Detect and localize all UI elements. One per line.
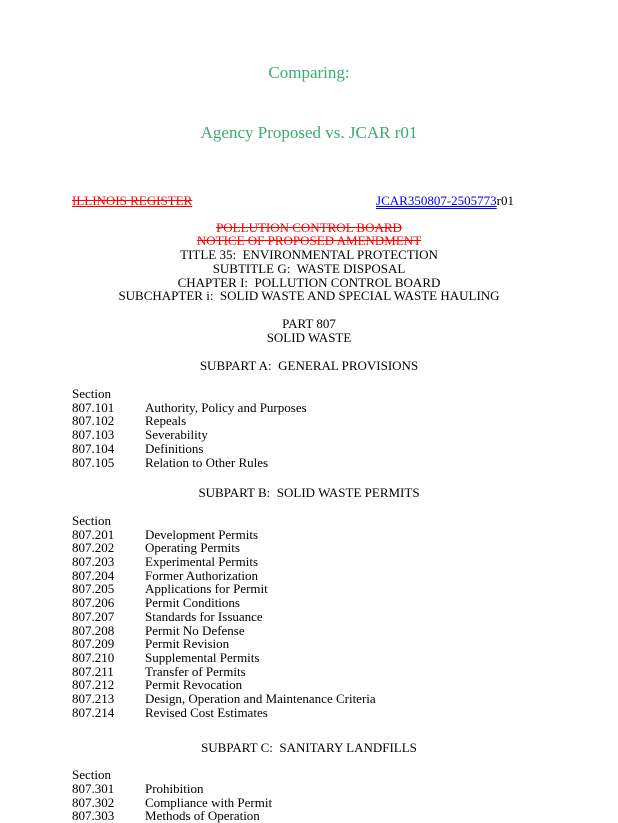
section-title: Operating Permits <box>145 540 240 556</box>
jcar-document-link[interactable]: JCAR350807-2505773 <box>376 193 497 208</box>
section-title: Experimental Permits <box>145 554 259 570</box>
title-line-subtitle-g: SUBTITLE G: WASTE DISPOSAL <box>212 260 406 276</box>
section-row <box>0 582 618 596</box>
title-line-chapter-i: CHAPTER I: POLLUTION CONTROL BOARD <box>177 274 441 290</box>
section-number: 807.210 <box>72 649 115 665</box>
section-title: Prohibition <box>145 780 204 796</box>
section-row <box>0 528 618 542</box>
subpart-a-section-list <box>0 387 618 469</box>
section-row <box>0 637 618 651</box>
section-title: Permit Revision <box>145 636 230 652</box>
section-title: Permit Conditions <box>145 595 240 611</box>
section-number: 807.303 <box>72 808 115 823</box>
section-title: Permit Revocation <box>145 677 243 693</box>
section-row <box>0 651 618 665</box>
section-number: 807.207 <box>72 608 115 624</box>
subpart-c-section-list <box>0 768 618 823</box>
section-title: Severability <box>145 427 208 443</box>
part-number: PART 807 <box>282 315 336 331</box>
section-row <box>0 782 618 796</box>
title-line-title35: TITLE 35: ENVIRONMENTAL PROTECTION <box>180 247 438 263</box>
document-id <box>376 194 514 208</box>
section-number: 807.205 <box>72 581 115 597</box>
section-title: Development Permits <box>145 526 259 542</box>
section-row <box>0 442 618 456</box>
section-number: 807.203 <box>72 554 115 570</box>
comparing-line1: Comparing: <box>268 63 350 82</box>
section-number: 807.209 <box>72 636 115 652</box>
section-title: Design, Operation and Maintenance Criteria <box>145 691 376 707</box>
section-number: 807.104 <box>72 440 115 456</box>
deleted-illinois-register-label: ILLINOIS REGISTER <box>72 193 193 208</box>
section-number: 807.301 <box>72 780 115 796</box>
comparing-line2: Agency Proposed vs. JCAR r01 <box>200 123 418 142</box>
section-title: Supplemental Permits <box>145 649 260 665</box>
deleted-notice-line: NOTICE OF PROPOSED AMENDMENT <box>196 233 422 249</box>
section-title: Revised Cost Estimates <box>145 704 268 720</box>
comparing-header <box>0 0 618 183</box>
section-title: Applications for Permit <box>145 581 268 597</box>
section-row <box>0 541 618 555</box>
section-row <box>0 569 618 583</box>
section-number: 807.302 <box>72 794 115 810</box>
section-number: 807.105 <box>72 454 115 470</box>
section-label: Section <box>72 512 111 528</box>
part-block <box>0 317 618 344</box>
section-row <box>0 678 618 692</box>
section-number: 807.204 <box>72 567 115 583</box>
section-label: Section <box>72 767 111 783</box>
section-number: 807.102 <box>72 413 115 429</box>
section-row <box>0 401 618 415</box>
section-title: Relation to Other Rules <box>145 454 269 470</box>
title-line-subchapter-i: SUBCHAPTER i: SOLID WASTE AND SPECIAL WASTE HAULING <box>118 288 500 304</box>
section-row <box>0 706 618 720</box>
section-title: Former Authorization <box>145 567 259 583</box>
document-header-row <box>0 194 618 208</box>
section-number: 807.213 <box>72 691 115 707</box>
section-title: Compliance with Permit <box>145 794 273 810</box>
subpart-a-heading: SUBPART A: GENERAL PROVISIONS <box>199 358 419 374</box>
section-number: 807.212 <box>72 677 115 693</box>
section-title: Authority, Policy and Purposes <box>145 399 307 415</box>
section-number: 807.103 <box>72 427 115 443</box>
section-number: 807.214 <box>72 704 115 720</box>
section-row <box>0 414 618 428</box>
section-number: 807.201 <box>72 526 115 542</box>
section-number: 807.208 <box>72 622 115 638</box>
section-title: Transfer of Permits <box>145 663 246 679</box>
section-title: Definitions <box>145 440 204 456</box>
section-number: 807.202 <box>72 540 115 556</box>
section-number: 807.211 <box>72 663 114 679</box>
section-row <box>0 610 618 624</box>
jcar-document-revision: r01 <box>496 193 514 208</box>
section-row <box>0 665 618 679</box>
section-row <box>0 624 618 638</box>
section-row <box>0 428 618 442</box>
section-number: 807.206 <box>72 595 115 611</box>
section-title: Methods of Operation <box>145 808 260 823</box>
subpart-c-heading: SUBPART C: SANITARY LANDFILLS <box>201 739 417 755</box>
title-block <box>0 221 618 303</box>
section-row <box>0 809 618 823</box>
section-title: Repeals <box>145 413 187 429</box>
section-row <box>0 555 618 569</box>
part-name: SOLID WASTE <box>266 329 352 345</box>
section-label: Section <box>72 386 111 402</box>
section-row <box>0 456 618 470</box>
section-row <box>0 596 618 610</box>
section-row <box>0 796 618 810</box>
section-number: 807.101 <box>72 399 115 415</box>
section-title: Permit No Defense <box>145 622 245 638</box>
section-title: Standards for Issuance <box>145 608 263 624</box>
subpart-b-heading: SUBPART B: SOLID WASTE PERMITS <box>198 485 420 501</box>
deleted-board-line: POLLUTION CONTROL BOARD <box>216 219 402 235</box>
subpart-b-section-list <box>0 514 618 720</box>
section-row <box>0 692 618 706</box>
